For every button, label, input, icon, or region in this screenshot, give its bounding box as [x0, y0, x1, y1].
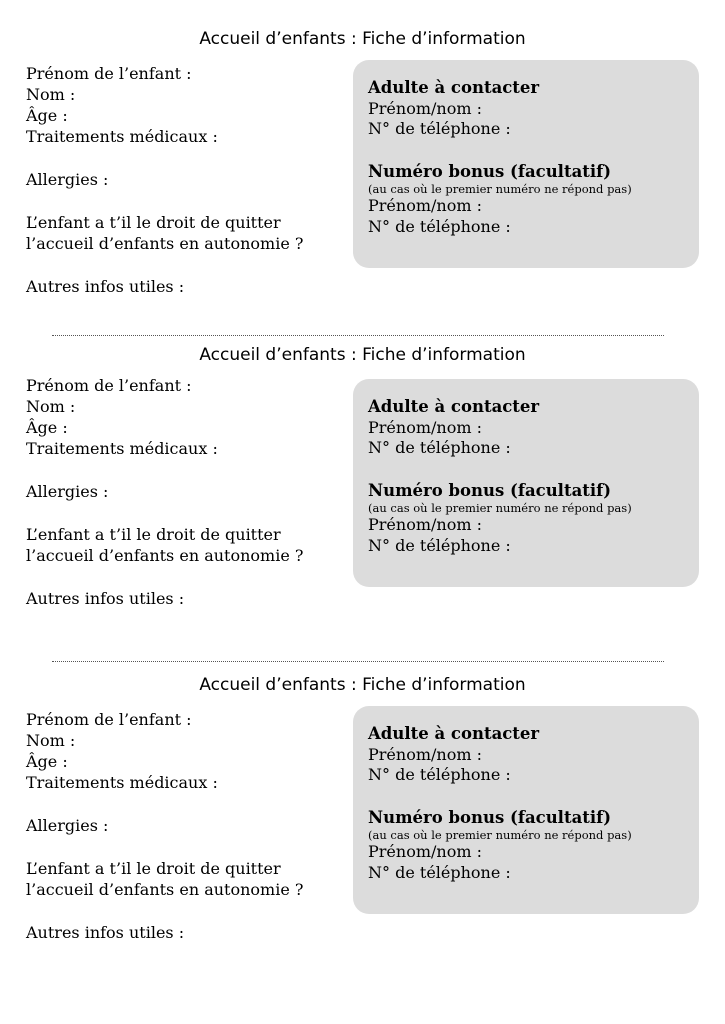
autonomy-question-line-2: l’accueil d’enfants en autonomie ? [26, 234, 304, 253]
bonus-note: (au cas où le premier numéro ne répond pas) [368, 828, 632, 842]
bonus-phone-label: N° de téléphone : [368, 216, 511, 236]
child-age-label: Âge : [26, 418, 68, 437]
contact-box [353, 379, 699, 587]
bonus-heading: Numéro bonus (facultatif) [368, 161, 612, 181]
contact-heading: Adulte à contacter [368, 397, 540, 416]
child-first-name-label: Prénom de l’enfant : [26, 64, 192, 83]
allergies-label: Allergies : [26, 170, 109, 189]
autonomy-question-line-1: L’enfant a t’il le droit de quitter [26, 859, 281, 878]
form-title: Accueil d’enfants : Fiche d’information [199, 675, 526, 695]
medical-treatments-label: Traitements médicaux : [26, 439, 218, 458]
contact-box [353, 60, 699, 268]
form-title: Accueil d’enfants : Fiche d’information [199, 345, 526, 365]
bonus-name-label: Prénom/nom : [368, 196, 482, 215]
bonus-heading: Numéro bonus (facultatif) [368, 480, 612, 500]
child-last-name-label: Nom : [26, 397, 76, 416]
bonus-phone-label: N° de téléphone : [368, 535, 511, 555]
bonus-note: (au cas où le premier numéro ne répond pas) [368, 182, 632, 196]
child-age-label: Âge : [26, 752, 68, 771]
cut-line-separator [52, 335, 664, 336]
child-info-fields [26, 375, 356, 609]
contact-phone-label: N° de téléphone : [368, 438, 511, 457]
contact-name-label: Prénom/nom : [368, 744, 482, 764]
contact-name-label: Prénom/nom : [368, 417, 482, 437]
child-last-name-label: Nom : [26, 731, 76, 750]
autonomy-question-line-1: L’enfant a t’il le droit de quitter [26, 525, 281, 544]
contact-phone-label: N° de téléphone : [368, 119, 511, 138]
autonomy-question-line-1: L’enfant a t’il le droit de quitter [26, 213, 281, 232]
autonomy-question-line-2: l’accueil d’enfants en autonomie ? [26, 546, 304, 565]
child-info-fields [26, 709, 356, 943]
child-first-name-label: Prénom de l’enfant : [26, 376, 192, 395]
child-first-name-label: Prénom de l’enfant : [26, 710, 192, 729]
medical-treatments-label: Traitements médicaux : [26, 127, 218, 146]
bonus-heading: Numéro bonus (facultatif) [368, 807, 612, 827]
contact-name-label: Prénom/nom : [368, 98, 482, 118]
contact-heading: Adulte à contacter [368, 78, 540, 97]
contact-phone-label: N° de téléphone : [368, 765, 511, 784]
bonus-note: (au cas où le premier numéro ne répond pas) [368, 501, 632, 515]
child-age-label: Âge : [26, 106, 68, 125]
allergies-label: Allergies : [26, 482, 109, 501]
other-info-label: Autres infos utiles : [26, 923, 185, 942]
contact-heading: Adulte à contacter [368, 724, 540, 743]
contact-box [353, 706, 699, 914]
bonus-name-label: Prénom/nom : [368, 842, 482, 861]
other-info-label: Autres infos utiles : [26, 589, 185, 608]
child-info-fields [26, 63, 356, 297]
form-title: Accueil d’enfants : Fiche d’information [199, 29, 526, 49]
other-info-label: Autres infos utiles : [26, 277, 185, 296]
bonus-name-label: Prénom/nom : [368, 515, 482, 534]
allergies-label: Allergies : [26, 816, 109, 835]
cut-line-separator [52, 661, 664, 662]
autonomy-question-line-2: l’accueil d’enfants en autonomie ? [26, 880, 304, 899]
bonus-phone-label: N° de téléphone : [368, 862, 511, 882]
medical-treatments-label: Traitements médicaux : [26, 773, 218, 792]
child-last-name-label: Nom : [26, 85, 76, 104]
